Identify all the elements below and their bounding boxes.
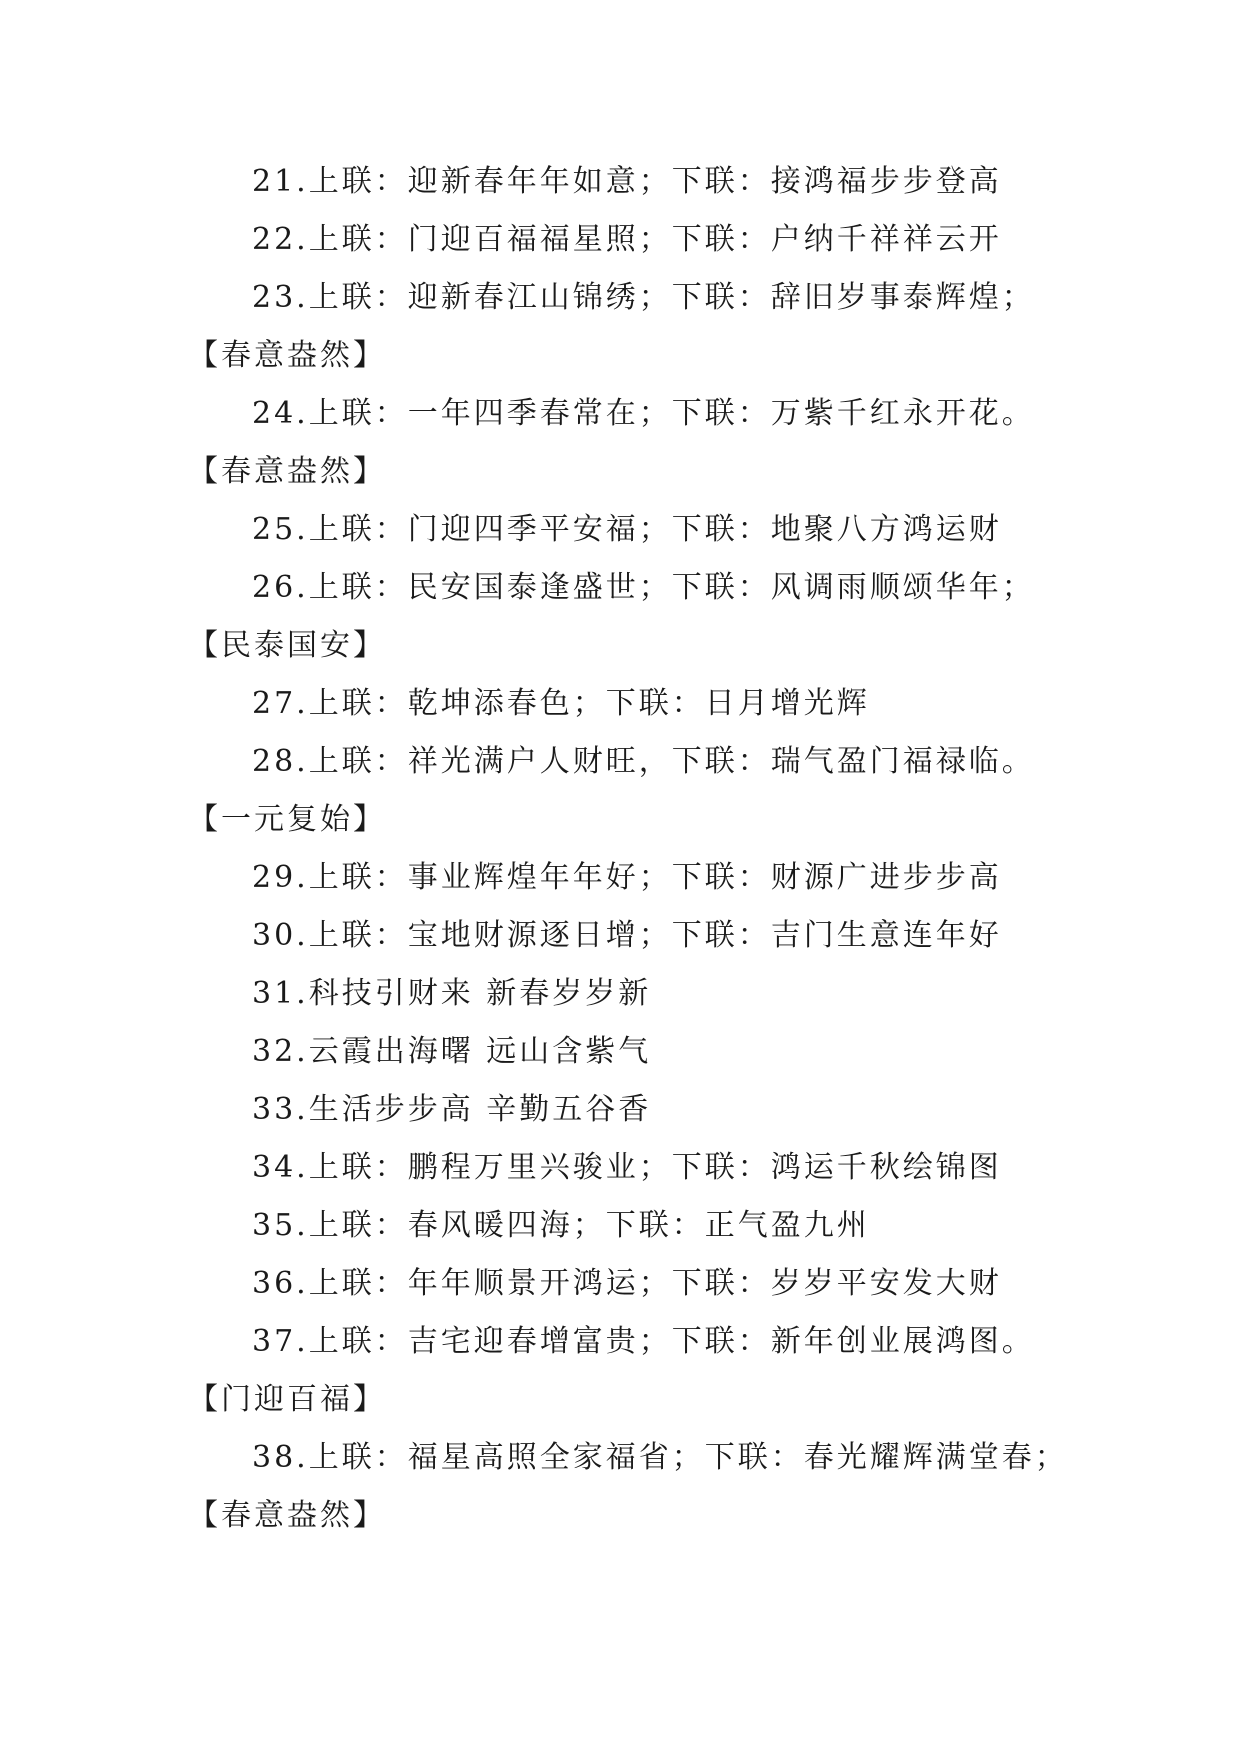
couplet-line-30: 30.上联：宝地财源逐日增；下联：吉门生意连年好: [252, 918, 1002, 953]
couplet-line-35: 35.上联：春风暖四海；下联：正气盈九州: [252, 1208, 870, 1243]
couplet-line-32: 32.云霞出海曙 远山含紫气: [252, 1034, 652, 1069]
couplet-line-26: 26.上联：民安国泰逢盛世；下联：风调雨顺颂华年；: [252, 570, 1035, 605]
couplet-line-28: 28.上联：祥光满户人财旺，下联：瑞气盈门福禄临。: [252, 744, 1035, 779]
couplet-line-36: 36.上联：年年顺景开鸿运；下联：岁岁平安发大财: [252, 1266, 1002, 1301]
couplet-banner: 【民泰国安】: [188, 628, 386, 663]
couplet-banner: 【一元复始】: [188, 802, 386, 837]
couplet-line-24: 24.上联：一年四季春常在；下联：万紫千红永开花。: [252, 396, 1035, 431]
couplet-line-37: 37.上联：吉宅迎春增富贵；下联：新年创业展鸿图。: [252, 1324, 1035, 1359]
couplet-line-29: 29.上联：事业辉煌年年好；下联：财源广进步步高: [252, 860, 1002, 895]
couplet-line-27: 27.上联：乾坤添春色；下联：日月增光辉: [252, 686, 870, 721]
couplet-line-33: 33.生活步步高 辛勤五谷香: [252, 1092, 652, 1127]
couplet-line-38: 38.上联：福星高照全家福省；下联：春光耀辉满堂春；: [252, 1440, 1068, 1475]
couplet-banner: 【春意盎然】: [188, 338, 386, 373]
couplet-line-22: 22.上联：门迎百福福星照；下联：户纳千祥祥云开: [252, 222, 1002, 257]
couplet-banner: 【春意盎然】: [188, 454, 386, 489]
couplet-line-31: 31.科技引财来 新春岁岁新: [252, 976, 652, 1011]
couplet-banner: 【门迎百福】: [188, 1382, 386, 1417]
couplet-line-23: 23.上联：迎新春江山锦绣；下联：辞旧岁事泰辉煌；: [252, 280, 1035, 315]
couplet-line-34: 34.上联：鹏程万里兴骏业；下联：鸿运千秋绘锦图: [252, 1150, 1002, 1185]
couplet-banner: 【春意盎然】: [188, 1498, 386, 1533]
couplet-list: [188, 153, 1088, 1545]
couplet-line-21: 21.上联：迎新春年年如意；下联：接鸿福步步登高: [252, 164, 1002, 199]
couplet-line-25: 25.上联：门迎四季平安福；下联：地聚八方鸿运财: [252, 512, 1002, 547]
